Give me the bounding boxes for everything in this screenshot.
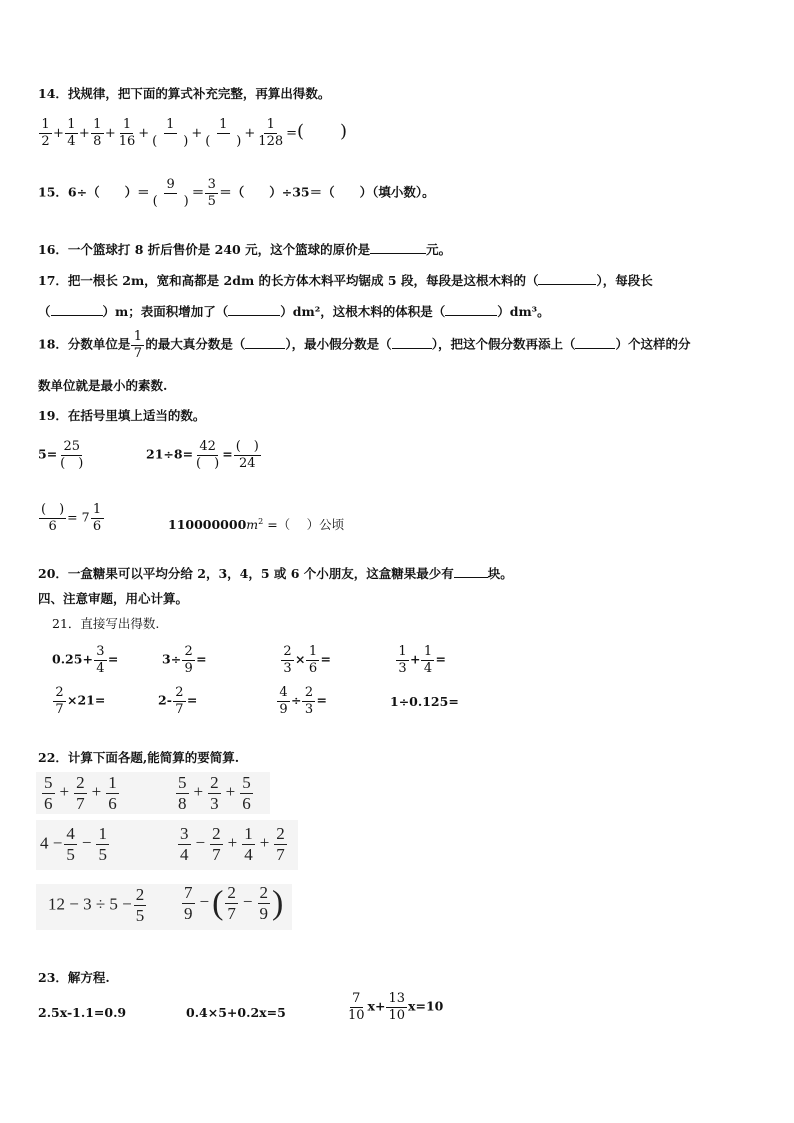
q22-title: 22．计算下面各题,能简算的要简算. (38, 750, 240, 765)
q22-c2: $\frac{7}{9}$ −( $\frac{2}{7}$ − $\frac{2}{9}$ ) (184, 883, 284, 923)
answer-blank[interactable] (370, 243, 426, 254)
q21-item: 0.25+ $\frac{3}{4}$ = (52, 644, 119, 676)
fraction: $\frac{1}{6}$ (108, 773, 117, 813)
fraction: $\frac{2}{7}$ (76, 773, 85, 813)
q19-expr-1: 5= 25 ( ) (38, 439, 84, 471)
q15-part-b: ＝（ ）÷35＝（ ）（填小数）。 (219, 184, 435, 200)
q22-a2: $\frac{5}{8}$ + $\frac{2}{3}$ + $\frac{5}{6}$ (178, 773, 251, 813)
answer-blank[interactable] (445, 305, 497, 316)
q15: 15．6÷（ ）＝ 9 ( ) ＝ $\frac{3}{5}$ ＝（ ）÷35＝（ ）（填小数）。 (38, 177, 435, 209)
fraction: $\frac{5}{6}$ (44, 773, 53, 813)
fraction: $\frac{1}{4}$ (421, 645, 434, 675)
fraction: $\frac{7}{9}$ (184, 883, 193, 923)
answer-blank[interactable] (228, 305, 280, 316)
q23-eq-1: 2.5x-1.1=0.9 (38, 1005, 127, 1020)
fraction-blank[interactable]: 25 ( ) (60, 439, 84, 471)
q22-b2: $\frac{3}{4}$ − $\frac{2}{7}$ + $\frac{1}{4}$ + $\frac{2}{7}$ (180, 824, 285, 864)
fraction: $\frac{2}{7}$ (53, 686, 66, 716)
fraction: $\frac{3}{5}$ (205, 178, 218, 208)
fraction: $\frac{1}{128}$ (258, 117, 284, 149)
q17-line2: （ ）m；表面积增加了（ ）dm²，这根木料的体积是（ ）dm³。 (38, 304, 550, 319)
fraction: $\frac{2}{7}$ (227, 883, 236, 923)
q22-a1: $\frac{5}{6}$ + $\frac{2}{7}$ + $\frac{1}{6}$ (44, 773, 117, 813)
q19-expr-3: ( ) 6 = 7 $\frac{1}{6}$ (38, 503, 105, 533)
q14-expression: $\frac{1}{2}$ + $\frac{1}{4}$ + $\frac{1}{8}$ + $\frac{1}{16}$ + 1 ( ) + 1 ( ) + $\frac{1}{128}$ =( ) (38, 117, 347, 149)
fraction: $\frac{7}{10}$ (348, 991, 365, 1023)
q21-item: 1÷0.125= (390, 694, 459, 709)
q21-item: $\frac{2}{7}$ ×21= (52, 686, 105, 716)
fraction: $\frac{1}{6}$ (306, 645, 319, 675)
fraction: $\frac{1}{4}$ (244, 824, 253, 864)
fraction-blank[interactable]: ( ) 6 (41, 502, 65, 534)
fraction: $\frac{1}{3}$ (396, 645, 409, 675)
fraction: $\frac{1}{2}$ (39, 118, 52, 148)
fraction: $\frac{1}{6}$ (91, 503, 104, 533)
q16: 16．一个篮球打 8 折后售价是 240 元，这个篮球的原价是 元。 (38, 242, 452, 257)
fraction: $\frac{2}{5}$ (135, 885, 145, 925)
fraction: $\frac{2}{7}$ (173, 686, 186, 716)
fraction: $\frac{2}{3}$ (210, 773, 219, 813)
q17-line1: 17．把一根长 2m，宽和高都是 2dm 的长方体木料平均锯成 5 段，每段是这根木料的（ ），每段长 (38, 273, 653, 288)
fraction: $\frac{2}{9}$ (259, 883, 269, 923)
answer-blank[interactable] (51, 305, 103, 316)
fraction: $\frac{2}{7}$ (212, 824, 221, 864)
fraction-blank[interactable]: 9 ( ) (152, 177, 189, 209)
fraction: $\frac{2}{9}$ (182, 645, 195, 675)
fraction: $\frac{5}{6}$ (242, 773, 251, 813)
q19-title: 19．在括号里填上适当的数。 (38, 408, 206, 423)
fraction: $\frac{1}{5}$ (98, 824, 107, 864)
fraction-blank[interactable]: 42 ( ) (196, 439, 220, 471)
fraction: $\frac{1}{16}$ (118, 117, 136, 149)
q20: 20．一盒糖果可以平均分给 2，3，4，5 或 6 个小朋友，这盒糖果最少有 块。 (38, 566, 513, 581)
fraction: $\frac{1}{4}$ (65, 118, 78, 148)
q14-title: 14．找规律，把下面的算式补充完整，再算出得数。 (38, 86, 331, 101)
answer-blank[interactable] (454, 567, 488, 578)
fraction: $\frac{3}{4}$ (180, 824, 189, 864)
q21-item: $\frac{4}{9}$ ÷ $\frac{2}{3}$ = (276, 686, 327, 716)
fraction: $\frac{2}{7}$ (276, 824, 285, 864)
answer-blank[interactable]: ( ) (297, 121, 348, 142)
q21-item: $\frac{1}{3}$ + $\frac{1}{4}$ = (395, 645, 446, 675)
answer-blank[interactable] (575, 338, 615, 349)
q21-title: 21．直接写出得数. (52, 616, 160, 631)
q22-c1: 12 − 3 ÷ 5 − $\frac{2}{5}$ (48, 885, 145, 925)
fraction: $\frac{13}{10}$ (388, 991, 406, 1023)
q21-item: 3÷ $\frac{2}{9}$ = (162, 644, 207, 676)
q15-part-a: 6÷（ ）＝ (67, 184, 150, 200)
answer-blank[interactable] (538, 274, 596, 285)
answer-blank[interactable]: =（ ）公顷 (263, 517, 345, 532)
q18-line2: 数单位就是最小的素数. (38, 378, 168, 393)
q19-expr-4: $110000000m^2$ =（ ）公顷 (168, 516, 345, 532)
section-heading: 四、注意审题，用心计算。 (38, 591, 189, 606)
right-paren: ) (272, 884, 284, 922)
q23-title: 23．解方程. (38, 970, 110, 985)
q23-eq-2: 0.4×5+0.2x=5 (186, 1005, 286, 1020)
fraction: $\frac{2}{3}$ (281, 645, 294, 675)
q21-item: $\frac{2}{3}$ × $\frac{1}{6}$ = (280, 645, 331, 675)
fraction: $\frac{5}{8}$ (178, 773, 187, 813)
fraction-blank[interactable]: ( ) 24 (235, 439, 259, 471)
left-paren: ( (212, 884, 224, 922)
fraction: $\frac{3}{4}$ (94, 645, 107, 675)
q19-expr-2: 21÷8= 42 ( ) = ( ) 24 (146, 439, 259, 471)
fraction: $\frac{1}{7}$ (131, 330, 144, 360)
fraction: $\frac{4}{5}$ (66, 824, 75, 864)
fraction: $\frac{2}{3}$ (302, 686, 315, 716)
fraction-blank[interactable]: 1 ( ) (152, 117, 189, 149)
fraction: $\frac{4}{9}$ (277, 686, 290, 716)
q21-item: 2- $\frac{2}{7}$ = (158, 685, 198, 717)
answer-blank[interactable] (245, 338, 285, 349)
fraction: $\frac{1}{8}$ (91, 118, 104, 148)
answer-blank[interactable] (392, 338, 432, 349)
q22-b1: 4 − $\frac{4}{5}$ − $\frac{1}{5}$ (40, 824, 107, 864)
q18-line1: 18．分数单位是 $\frac{1}{7}$ 的最大真分数是（ ），最小假分数是（ ），把这个假分数再添上（ ）个这样的分 (38, 329, 691, 361)
fraction-blank[interactable]: 1 ( ) (205, 117, 242, 149)
q23-eq-3: $\frac{7}{10}$ x+ $\frac{13}{10}$ x=10 (348, 991, 444, 1023)
